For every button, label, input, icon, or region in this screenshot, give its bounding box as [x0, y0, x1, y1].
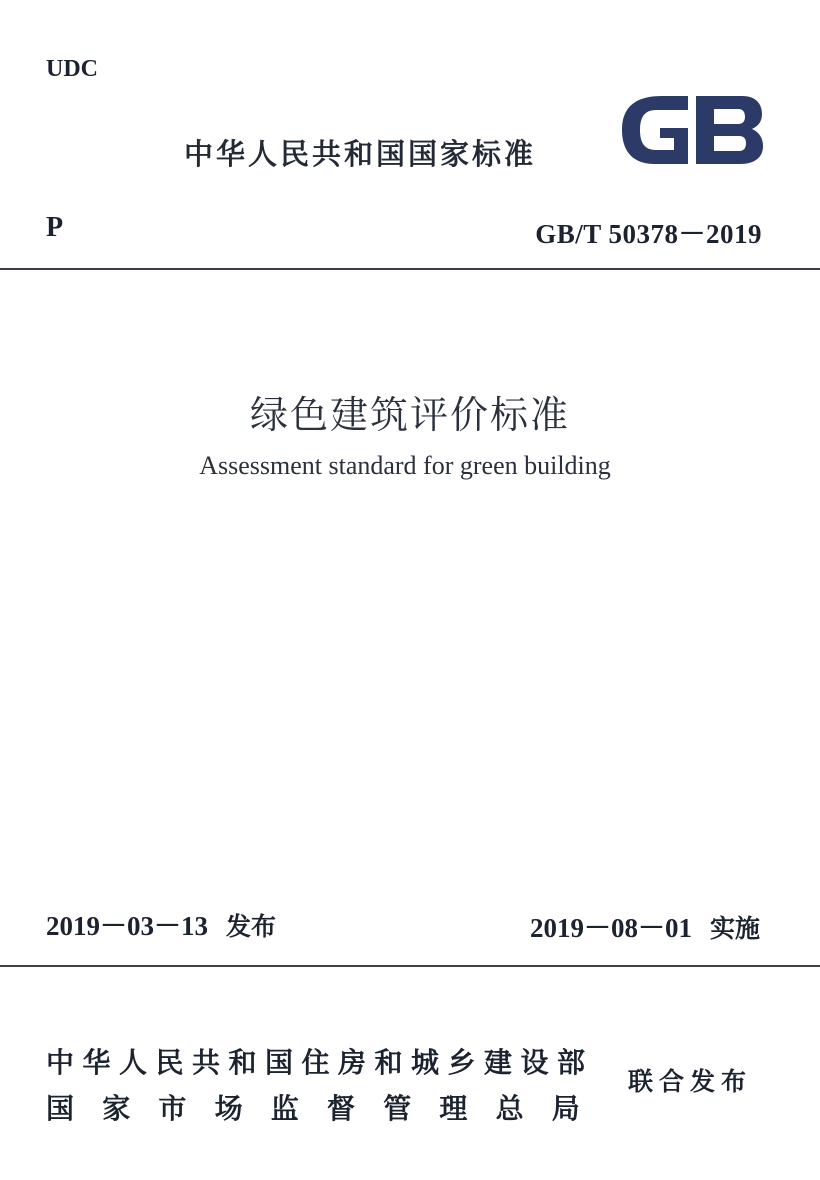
issuer-block	[46, 1040, 609, 1132]
standard-number: GB/T 50378－2019	[535, 219, 762, 249]
gb-logo-g	[622, 96, 688, 164]
gb-logo	[616, 92, 764, 168]
issue-date-line	[46, 904, 276, 943]
title-chinese: 绿色建筑评价标准	[249, 395, 570, 437]
joint-issue-label: 联合发布	[628, 1067, 753, 1096]
category-code: P	[46, 212, 64, 243]
national-standard-heading: 中华人民共和国国家标准	[184, 137, 537, 171]
implementation-date: 2019－08－01	[529, 913, 692, 943]
issue-date: 2019－03－13	[46, 911, 208, 941]
top-divider	[0, 268, 820, 270]
implementation-date-line	[530, 906, 760, 945]
title-english: Assessment standard for green building	[199, 451, 611, 480]
issue-label: 发布	[226, 912, 277, 941]
udc-label: UDC	[46, 56, 98, 82]
bottom-divider	[0, 965, 820, 967]
gb-logo-b	[696, 96, 763, 164]
issuer-ministry: 中华人民共和国住房和城乡建设部	[46, 1046, 594, 1079]
issuer-administration: 国家市场监督管理总局	[46, 1092, 609, 1125]
implementation-label: 实施	[709, 914, 760, 943]
